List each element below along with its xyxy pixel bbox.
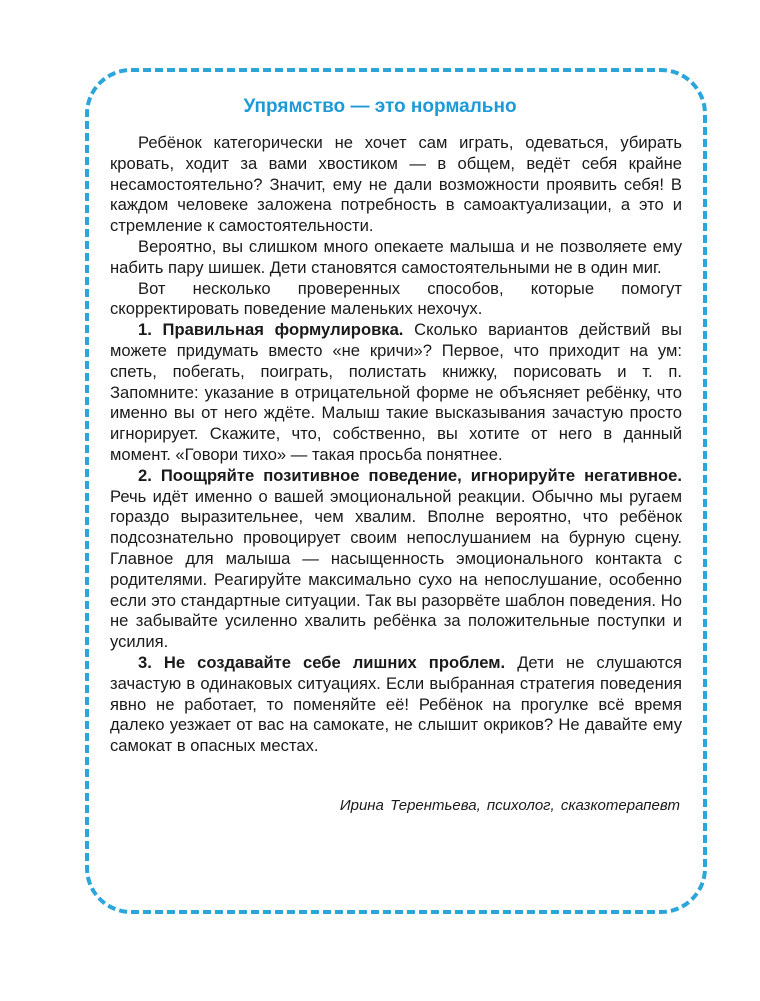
intro-paragraph: Вероятно, вы слишком много опекаете малыша и не позволяете ему набить пару шишек. Дети становятся самостоятельными не в один миг. bbox=[110, 236, 682, 277]
article-title: Упрямство — это нормально bbox=[243, 96, 517, 117]
author-signature: Ирина Терентьева, психолог, сказкотерапевт bbox=[339, 797, 680, 814]
tip-paragraph bbox=[110, 653, 682, 757]
tip-heading: 1. Правильная формулировка. bbox=[138, 320, 404, 340]
tip-heading: 2. Поощряйте позитивное поведение, игнорируйте негативное. bbox=[138, 465, 682, 485]
tip-heading: 3. Не создавайте себе лишних проблем. bbox=[138, 652, 506, 672]
article-body bbox=[110, 133, 682, 757]
tip-text: Речь идёт именно о вашей эмоциональной реакции. Обычно мы ругаем гораздо выразительнее, чем хвалим. Вполне вероятно, что ребёнок подсознательно провоцирует своим непослушанием на бурную сцену. Главное для малыша — насыщенность эмоционального контакта с родителями. Реагируйте максимально сухо на непослушание, особенно если это стандартные ситуации. Так вы разорвёте шаблон поведения. Но не забывайте усиленно хвалить ребёнка за положительные поступки и усилия. bbox=[110, 486, 682, 652]
tip-text: Сколько вариантов действий вы можете придумать вместо «не кричи»? Первое, что приходит на ум: спеть, побегать, поиграть, полистать книжку, порисовать и т. п. Запомните: указание в отрицательной форме не объясняет ребёнку, что именно вы от него ждёте. Малыш такие высказывания зачастую просто игнорирует. Скажите, что, собственно, вы хотите от него в данный момент. «Говори тихо» — такая просьба понятнее. bbox=[110, 320, 682, 464]
tip-text: Дети не слушаются зачастую в одинаковых ситуациях. Если выбранная стратегия поведения явно не работает, то поменяйте её! Ребёнок на прогулке всё время далеко уезжает от вас на самокате, не слышит окриков? Не давайте ему самокат в опасных местах. bbox=[110, 652, 682, 756]
intro-paragraph: Ребёнок категорически не хочет сам играть, одеваться, убирать кровать, ходит за вами хвостиком — в общем, ведёт себя крайне несамостоятельно? Значит, ему не дали возможности проявить себя! В каждом человеке заложена потребность в самоактуализации, а это и стремление к самостоятельности. bbox=[110, 133, 682, 236]
tip-paragraph bbox=[110, 320, 682, 466]
tip-paragraph bbox=[110, 466, 682, 653]
intro-paragraph: Вот несколько проверенных способов, которые помогут скорректировать поведение маленьких нехочух. bbox=[110, 278, 682, 319]
